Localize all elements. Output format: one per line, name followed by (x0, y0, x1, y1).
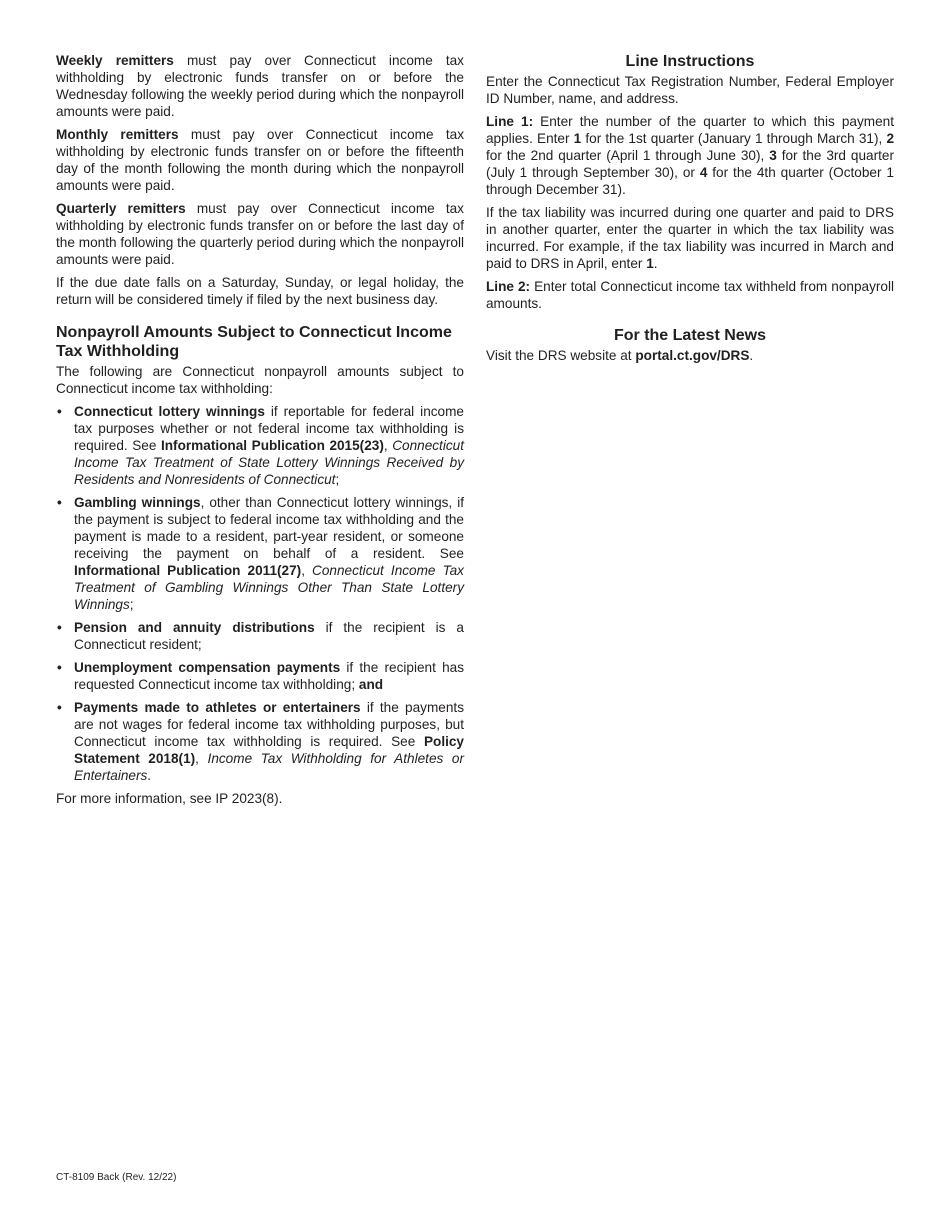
list-item-unemployment: • Unemployment compensation payments if the recipient has requested Connecticut income tax withholding; and (57, 660, 464, 692)
bullet-icon: • (57, 660, 62, 675)
more-info-paragraph: For more information, see IP 2023(8). (56, 791, 283, 806)
form-footer: CT-8109 Back (Rev. 12/22) (56, 1172, 177, 1183)
bullet-icon: • (57, 700, 62, 715)
quarterly-remitters-paragraph: Quarterly remitters must pay over Connecticut income tax withholding by electronic funds transfer on or before the last day of the month following the quarterly period during which the nonpayroll amounts were paid. (56, 201, 464, 267)
line-instructions-heading: Line Instructions (625, 53, 755, 70)
monthly-remitters-paragraph: Monthly remitters must pay over Connecticut income tax withholding by electronic funds transfer on or before the fifteenth day of the month following the month during which the nonpayroll amounts were paid. (56, 127, 464, 193)
list-item-gambling: • Gambling winnings, other than Connecticut lottery winnings, if the payment is subject to federal income tax withholding and the payment is made to a resident, part-year resident, or someone receiving the payment on behalf of a resident. See Informational Publication 2011(27), Connecticut Income Tax Treatment of Gambling Winnings Other Than State Lottery Winnings; (57, 495, 464, 612)
line-2-paragraph: Line 2: Enter total Connecticut income tax withheld from nonpayroll amounts. (486, 279, 894, 311)
nonpayroll-list (56, 403, 464, 784)
left-column (56, 52, 464, 813)
weekly-remitters-paragraph: Weekly remitters must pay over Connecticut income tax withholding by electronic funds transfer on or before the Wednesday following the weekly period during which the nonpayroll amounts were paid. (56, 53, 464, 119)
bullet-icon: • (57, 620, 62, 635)
liability-paragraph: If the tax liability was incurred during one quarter and paid to DRS in another quarter, enter the quarter in which the tax liability was incurred. For example, if the tax liability was incurred in March and paid to DRS in April, enter 1. (486, 205, 894, 271)
enter-ids-paragraph: Enter the Connecticut Tax Registration Number, Federal Employer ID Number, name, and address. (486, 74, 894, 106)
list-item-lottery: • Connecticut lottery winnings if reportable for federal income tax purposes whether or not federal income tax withholding is required. See Informational Publication 2015(23), Connecticut Income Tax Treatment of State Lottery Winnings Received by Residents and Nonresidents of Connecticut; (57, 404, 464, 487)
news-paragraph: Visit the DRS website at portal.ct.gov/DRS. (486, 348, 754, 363)
bullet-icon: • (57, 404, 62, 419)
bullet-icon: • (57, 495, 62, 510)
drs-website-link[interactable]: portal.ct.gov/DRS (635, 348, 750, 363)
right-column (486, 52, 894, 370)
holiday-paragraph: If the due date falls on a Saturday, Sunday, or legal holiday, the return will be considered timely if filed by the next business day. (56, 275, 464, 307)
nonpayroll-heading: Nonpayroll Amounts Subject to Connecticut Income Tax Withholding (56, 324, 452, 360)
latest-news-heading: For the Latest News (613, 327, 767, 344)
list-item-athletes: • Payments made to athletes or entertainers if the payments are not wages for federal income tax withholding purposes, but Connecticut income tax withholding is required. See Policy Statement 2018(1), Income Tax Withholding for Athletes or Entertainers. (57, 700, 464, 783)
nonpayroll-intro: The following are Connecticut nonpayroll amounts subject to Connecticut income tax withholding: (56, 364, 464, 396)
list-item-pension: • Pension and annuity distributions if the recipient is a Connecticut resident; (57, 620, 464, 652)
line-1-paragraph: Line 1: Enter the number of the quarter to which this payment applies. Enter 1 for the 1st quarter (January 1 through March 31), 2 for the 2nd quarter (April 1 through June 30), 3 for the 3rd quarter (July 1 through September 30), or 4 for the 4th quarter (October 1 through December 31). (486, 114, 894, 197)
